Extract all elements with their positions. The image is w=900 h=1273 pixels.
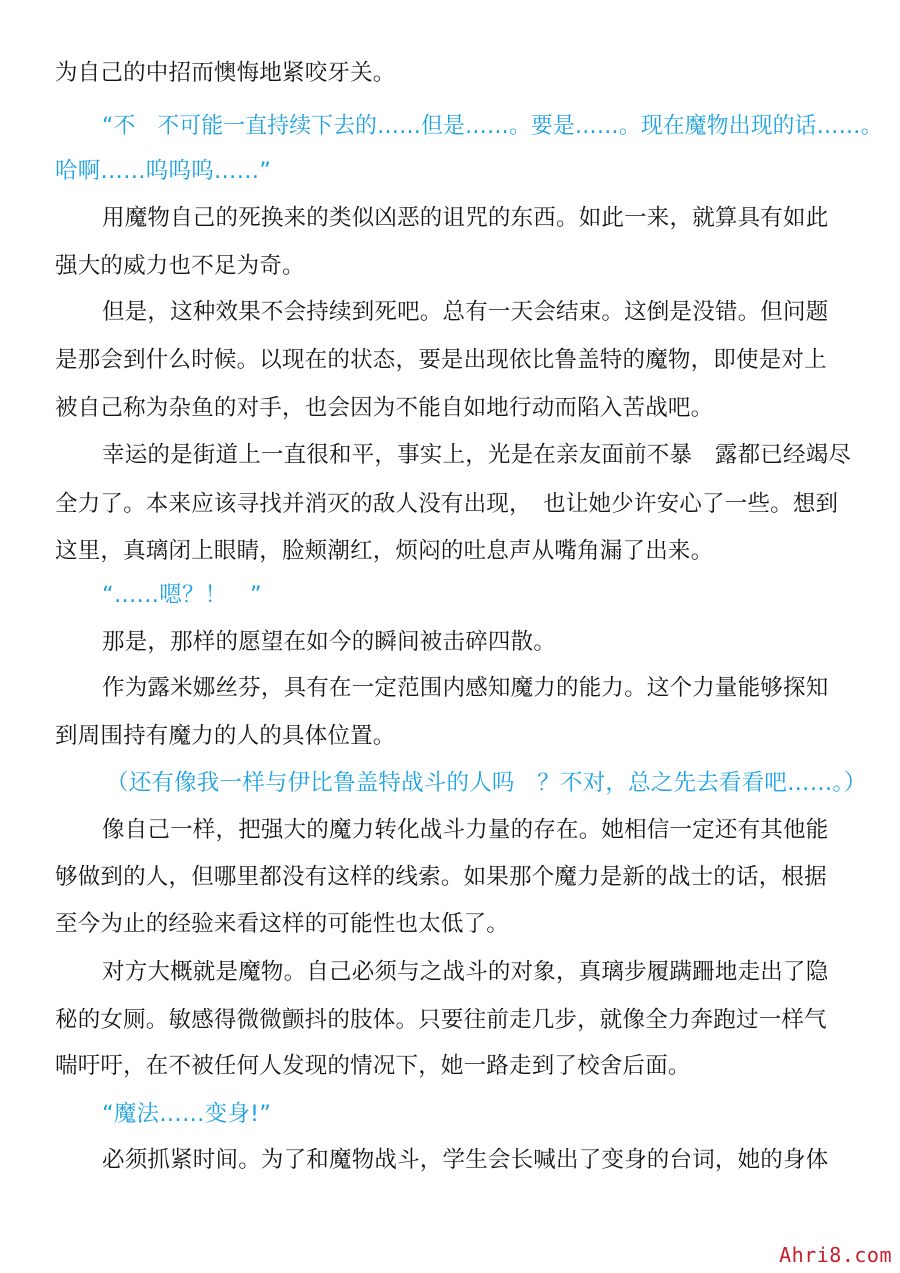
thought-line: （还有像我一样与伊比鲁盖特战斗的人吗 ？不对，总之先去看看吧……。） — [106, 770, 867, 796]
text-line: 是那会到什么时候。以现在的状态，要是出现依比鲁盖特的魔物，即使是对上 — [55, 347, 827, 373]
dialogue-line: “……嗯？！ ” — [102, 582, 262, 608]
text-line: 至今为止的经验来看这样的可能性也太低了。 — [55, 911, 510, 937]
text-line: 秘的女厕。敏感得微微颤抖的肢体。只要往前走几步，就像全力奔跑过一样气 — [55, 1007, 827, 1033]
text-line: 幸运的是街道上一直很和平，事实上，光是在亲友面前不暴 露都已经竭尽 — [102, 442, 852, 468]
text-line: 喘吁吁，在不被任何人发现的情况下，她一路走到了校舍后面。 — [55, 1053, 691, 1079]
text-line: 对方大概就是魔物。自己必须与之战斗的对象，真璃步履蹒跚地走出了隐 — [102, 959, 829, 985]
text-line: 够做到的人，但哪里都没有这样的线索。如果那个魔力是新的战士的话，根据 — [55, 864, 827, 890]
text-line: 那是，那样的愿望在如今的瞬间被击碎四散。 — [102, 629, 557, 655]
text-line: 为自己的中招而懊悔地紧咬牙关。 — [55, 60, 396, 86]
text-line: 全力了。本来应该寻找并消灭的敌人没有出现， 也让她少许安心了一些。想到 — [55, 491, 839, 517]
text-line: 被自己称为杂鱼的对手，也会因为不能自如地行动而陷入苦战吧。 — [55, 395, 714, 421]
text-line: 必须抓紧时间。为了和魔物战斗，学生会长喊出了变身的台词，她的身体 — [102, 1147, 829, 1173]
text-line: 强大的威力也不足为奇。 — [55, 253, 305, 279]
dialogue-line: “魔法……变身!” — [102, 1101, 272, 1127]
site-watermark: Ahri8.com — [779, 1243, 892, 1267]
dialogue-line: 哈啊……呜呜呜……” — [55, 158, 272, 184]
text-line: 用魔物自己的死换来的类似凶恶的诅咒的东西。如此一来，就算具有如此 — [102, 205, 829, 231]
text-line: 像自己一样，把强大的魔力转化战斗力量的存在。她相信一定还有其他能 — [102, 817, 829, 843]
text-line: 作为露米娜丝芬，具有在一定范围内感知魔力的能力。这个力量能够探知 — [102, 675, 829, 701]
dialogue-line: “不 不可能一直持续下去的……但是……。要是……。现在魔物出现的话……。 — [102, 113, 883, 139]
text-line: 这里，真璃闭上眼睛，脸颊潮红，烦闷的吐息声从嘴角漏了出来。 — [55, 538, 714, 564]
text-line: 到周围持有魔力的人的具体位置。 — [55, 723, 396, 749]
text-line: 但是，这种效果不会持续到死吧。总有一天会结束。这倒是没错。但问题 — [102, 299, 829, 325]
